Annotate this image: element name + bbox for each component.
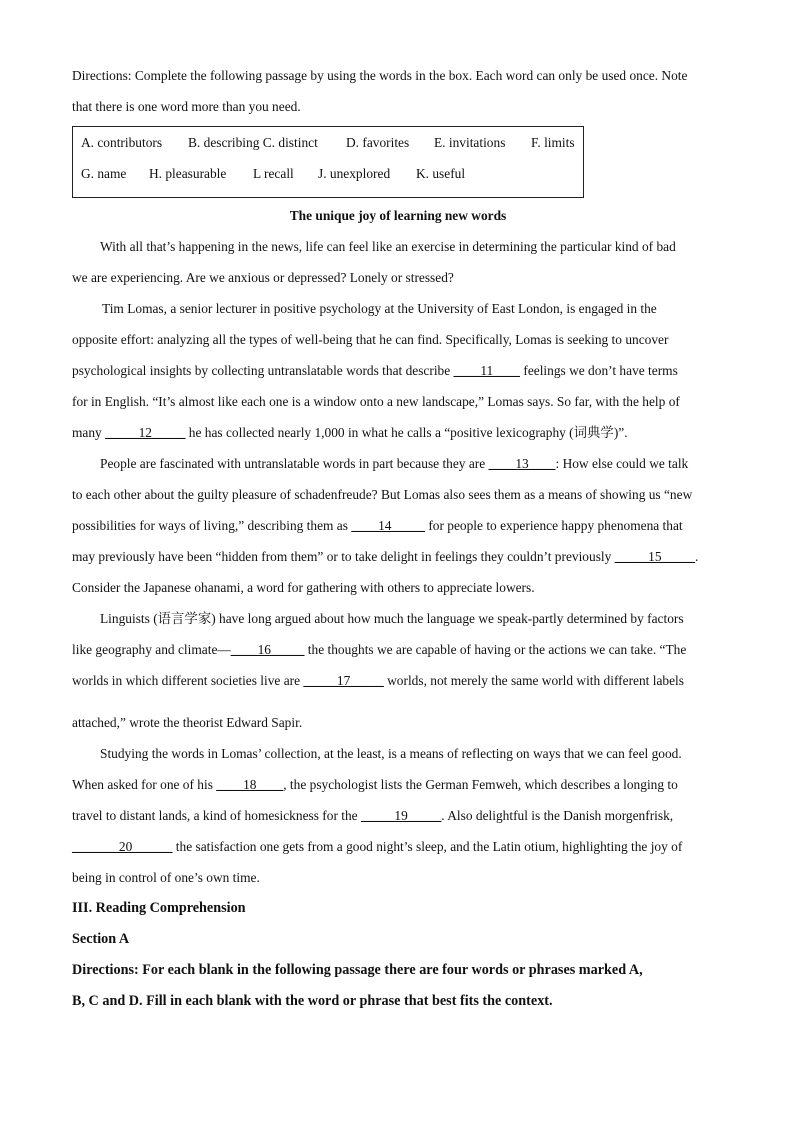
word-option: A. contributors — [81, 135, 163, 150]
word-box-row-1 — [81, 127, 575, 158]
word-option: K. useful — [416, 166, 466, 181]
paragraph-line: many _____12_____ he has collected nearly 1,000 in what he calls a “positive lexicography (词典学)”. — [72, 425, 628, 440]
blank-15: _____15_____ — [614, 549, 696, 564]
blank-13: ____13____ — [488, 456, 556, 471]
word-option: G. name — [81, 166, 127, 181]
word-option: J. unexplored — [318, 166, 391, 181]
section-directions-line-2: B, C and D. Fill in each blank with the word or phrase that best fits the context. — [72, 993, 553, 1009]
passage-title: The unique joy of learning new words — [289, 208, 507, 223]
blank-12: _____12_____ — [105, 425, 186, 440]
paragraph-line: psychological insights by collecting untranslatable words that describe ____11____ feelings we don’t have terms — [72, 363, 678, 378]
section-subheading: Section A — [72, 931, 130, 947]
paragraph-line: worlds in which different societies live are _____17_____ worlds, not merely the same world with different labels — [72, 673, 684, 688]
paragraph-line: Studying the words in Lomas’ collection, at the least, is a means of reflecting on ways that we can feel good. — [100, 746, 682, 761]
section-heading: III. Reading Comprehension — [72, 900, 246, 916]
section-directions-line-1: Directions: For each blank in the following passage there are four words or phrases marked A, — [72, 962, 643, 978]
paragraph-line: When asked for one of his ____18____, the psychologist lists the German Femweh, which describes a longing to — [72, 777, 678, 792]
paragraph-line: being in control of one’s own time. — [72, 870, 260, 885]
paragraph-line: may previously have been “hidden from them” or to take delight in feelings they couldn’t previously _____15_____. — [72, 549, 699, 564]
paragraph-line: Tim Lomas, a senior lecturer in positive psychology at the University of East London, is engaged in the — [102, 301, 657, 316]
word-option: E. invitations — [434, 135, 506, 150]
paragraph-line: With all that’s happening in the news, life can feel like an exercise in determining the particular kind of bad — [100, 239, 676, 254]
paragraph-line: we are experiencing. Are we anxious or depressed? Lonely or stressed? — [72, 270, 454, 285]
paragraph-line: to each other about the guilty pleasure of schadenfreude? But Lomas also sees them as a means of showing us “new — [72, 487, 693, 502]
word-option: H. pleasurable — [149, 166, 227, 181]
paragraph-line: opposite effort: analyzing all the types of well-being that he can find. Specifically, Lomas is seeking to uncover — [72, 332, 669, 347]
paragraph-line: _______20______ the satisfaction one gets from a good night’s sleep, and the Latin otium, highlighting the joy of — [72, 839, 683, 854]
paragraph-line: Linguists (语言学家) have long argued about how much the language we speak-partly determined by factors — [100, 611, 684, 626]
word-option: D. favorites — [346, 135, 410, 150]
paragraph-line: People are fascinated with untranslatable words in part because they are ____13____: How else could we talk — [100, 456, 689, 471]
word-option: B. describing C. distinct — [188, 135, 318, 150]
blank-20: _______20______ — [72, 839, 173, 854]
blank-16: ____16_____ — [230, 642, 305, 657]
paragraph-line: Consider the Japanese ohanami, a word for gathering with others to appreciate lowers. — [72, 580, 535, 595]
paragraph-line: travel to distant lands, a kind of homesickness for the _____19_____. Also delightful is the Danish morgenfrisk, — [72, 808, 674, 823]
blank-14: ____14_____ — [351, 518, 425, 533]
word-box — [72, 126, 584, 198]
paragraph-line: for in English. “It’s almost like each one is a window onto a new landscape,” Lomas says. So far, with the help of — [72, 394, 680, 409]
blank-19: _____19_____ — [360, 808, 442, 823]
word-option: L recall — [253, 166, 294, 181]
directions-line-2: that there is one word more than you need. — [72, 99, 301, 114]
blank-17: _____17_____ — [303, 673, 384, 688]
word-option: F. limits — [531, 135, 575, 150]
directions-line-1: Directions: Complete the following passage by using the words in the box. Each word can only be used once. Note — [72, 68, 688, 83]
blank-18: ____18____ — [216, 777, 284, 792]
paragraph-line: attached,” wrote the theorist Edward Sapir. — [72, 715, 303, 730]
paragraph-line: like geography and climate—____16_____ the thoughts we are capable of having or the actions we can take. “The — [72, 642, 687, 657]
blank-11: ____11____ — [453, 363, 521, 378]
word-box-row-2 — [81, 158, 575, 189]
worksheet-page — [72, 60, 724, 1017]
paragraph-line: possibilities for ways of living,” describing them as ____14_____ for people to experience happy phenomena that — [72, 518, 683, 533]
